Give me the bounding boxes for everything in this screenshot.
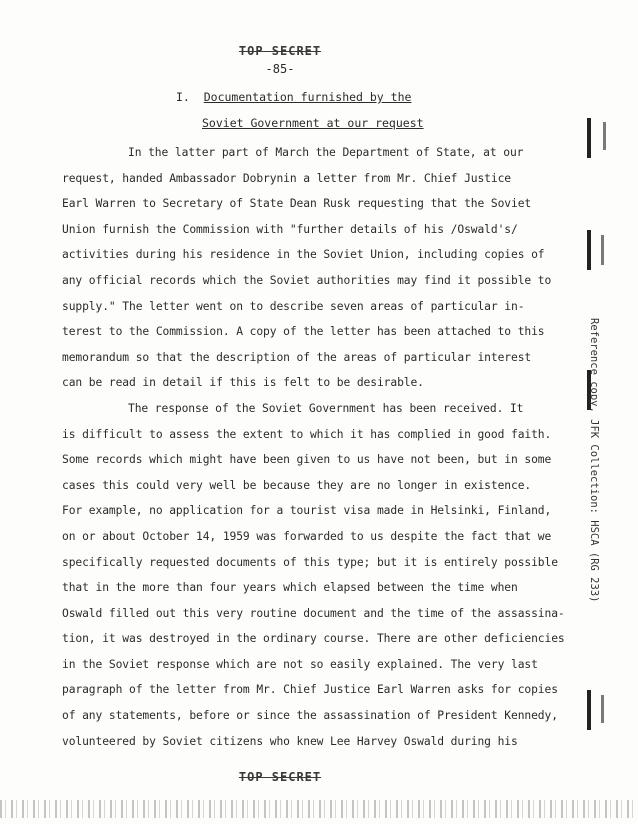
scan-mark: [587, 230, 591, 270]
body-line: Earl Warren to Secretary of State Dean Rusk requesting that the Soviet: [62, 197, 532, 211]
body-line: of any statements, before or since the assassination of President Kennedy,: [62, 709, 558, 723]
section-heading-line1: [176, 90, 638, 104]
body-line: volunteered by Soviet citizens who knew Lee Harvey Oswald during his: [62, 734, 518, 748]
body-line: specifically requested documents of this type; but it is entirely possible: [62, 555, 558, 569]
scan-mark: [587, 118, 591, 158]
scan-noise-strip: [0, 800, 638, 818]
body-line: Oswald filled out this very routine document and the time of the assassina-: [62, 606, 565, 620]
body-line: The response of the Soviet Government has been received. It: [128, 401, 524, 415]
body-line: In the latter part of March the Department of State, at our: [128, 146, 524, 159]
body-line: paragraph of the letter from Mr. Chief Justice Earl Warren asks for copies: [62, 683, 558, 697]
bottom-classification-marking: TOP SECRET: [238, 770, 322, 784]
scan-mark: [587, 690, 591, 730]
section-heading-line2: [202, 116, 638, 130]
page-number: -85-: [265, 62, 295, 76]
body-line: request, handed Ambassador Dobrynin a letter from Mr. Chief Justice: [62, 171, 511, 185]
body-line: any official records which the Soviet authorities may find it possible to: [62, 273, 552, 287]
scan-mark: [603, 122, 606, 150]
body-line: Some records which might have been given to us have not been, but in some: [62, 453, 552, 467]
body-line: terest to the Commission. A copy of the letter has been attached to this: [62, 325, 545, 339]
body-line: activities during his residence in the Soviet Union, including copies of: [62, 248, 545, 262]
section-title-line1: Documentation furnished by the: [203, 90, 412, 104]
body-line: is difficult to assess the extent to which it has complied in good faith.: [62, 427, 552, 441]
body-line: For example, no application for a tourist visa made in Helsinki, Finland,: [62, 504, 552, 518]
scan-mark: [601, 695, 604, 723]
body-line: that in the more than four years which elapsed between the time when: [62, 581, 518, 595]
body-line: tion, it was destroyed in the ordinary course. There are other deficiencies: [62, 632, 565, 646]
body-line: can be read in detail if this is felt to be desirable.: [62, 376, 424, 390]
scan-mark: [601, 235, 604, 265]
body-line: Union furnish the Commission with "further details of his /Oswald's/: [62, 222, 518, 236]
body-line: cases this could very well be because they are no longer in existence.: [62, 478, 532, 492]
body-line: in the Soviet response which are not so easily explained. The very last: [62, 657, 538, 671]
section-numeral: I.: [176, 90, 190, 104]
body-line: memorandum so that the description of the areas of particular interest: [62, 350, 532, 364]
top-classification-marking: TOP SECRET: [238, 44, 322, 58]
reference-stamp: Reference copy, JFK Collection: HSCA (RG 233): [588, 318, 600, 603]
body-line: supply." The letter went on to describe seven areas of particular in-: [62, 299, 525, 313]
section-title-line2: Soviet Government at our request: [202, 116, 424, 130]
body-text: [62, 140, 565, 754]
body-line: on or about October 14, 1959 was forwarded to us despite the fact that we: [62, 529, 552, 543]
